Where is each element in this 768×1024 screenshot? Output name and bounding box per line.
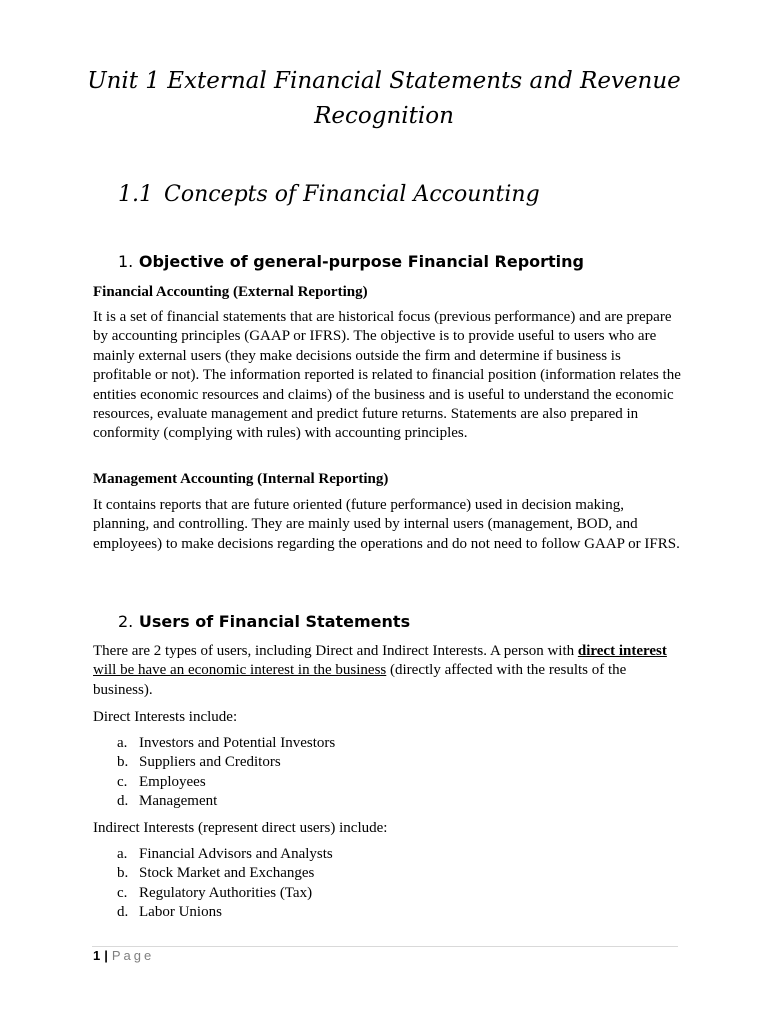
footer-divider	[92, 946, 678, 947]
paragraph-financial-accounting: It is a set of financial statements that are historical focus (previous performance) and are prepare by accounting principles (GAAP or IFRS). The objective is to provide useful to users who are mainly external users (they make decisions outside the firm and determine if business is profitable or not). The information reported is related to financial position (information relates the entities economic resources and claims) of the business and is useful to understand the economic resources, evaluate management and predict future returns. Statements are also prepared in conformity (complying with rules) with accounting principles.	[93, 309, 681, 442]
page-number: 1	[93, 948, 101, 963]
list-item-text: Regulatory Authorities (Tax)	[139, 884, 313, 901]
label-management-accounting: Management Accounting (Internal Reporting)	[93, 471, 389, 487]
section-title: Concepts of Financial Accounting	[164, 182, 540, 207]
list-item-text: Employees	[139, 773, 206, 790]
list-item-letter: a.	[117, 735, 128, 751]
heading-users-number: 2.	[118, 612, 134, 631]
list-item-text: Management	[139, 793, 218, 810]
document-title: Unit 1 External Financial Statements and Revenue Recognition	[87, 68, 681, 129]
label-financial-accounting: Financial Accounting (External Reporting)	[93, 284, 368, 300]
list-item	[117, 734, 335, 753]
list-item-letter: a.	[117, 846, 128, 862]
list-item	[117, 903, 333, 922]
footer-separator: |	[104, 948, 108, 963]
list-item-text: Investors and Potential Investors	[139, 735, 336, 751]
heading-objective-number: 1.	[118, 252, 134, 271]
direct-interest-term: direct interest	[577, 643, 667, 659]
direct-interests-list	[117, 734, 335, 812]
list-item-text: Financial Advisors and Analysts	[139, 846, 333, 862]
section-number: 1.1	[118, 182, 153, 207]
page-footer	[93, 948, 154, 964]
heading-objective	[118, 252, 584, 272]
list-item-text: Labor Unions	[139, 904, 222, 921]
heading-users-text: Users of Financial Statements	[138, 612, 411, 631]
heading-users	[118, 612, 410, 632]
indirect-interests-list	[117, 845, 333, 923]
section-heading	[118, 180, 540, 210]
direct-interest-definition: will be have an economic interest in the business	[93, 662, 387, 679]
list-item	[117, 884, 333, 903]
list-item	[117, 792, 335, 811]
paragraph-management-accounting: It contains reports that are future oriented (future performance) used in decision making, planning, and controlling. They are mainly used by internal users (management, BOD, and employees) to make decisions regarding the operations and do not need to follow GAAP or IFRS.	[93, 497, 680, 552]
list-item-letter: c.	[117, 773, 128, 790]
list-item	[117, 773, 335, 792]
list-item-text: Suppliers and Creditors	[139, 754, 281, 771]
paragraph-users	[93, 642, 681, 700]
users-text-part1: There are 2 types of users, including Direct and Indirect Interests. A person with	[93, 643, 578, 659]
list-item-letter: b.	[117, 865, 129, 882]
list-item-text: Stock Market and Exchanges	[139, 865, 315, 882]
heading-objective-text: Objective of general-purpose Financial Reporting	[138, 252, 585, 271]
page-label: Page	[111, 948, 155, 963]
list-item-letter: d.	[117, 793, 129, 810]
indirect-interests-intro: Indirect Interests (represent direct users) include:	[93, 820, 388, 836]
list-item	[117, 864, 333, 883]
list-item-letter: b.	[117, 754, 129, 771]
list-item-letter: c.	[117, 884, 128, 901]
list-item-letter: d.	[117, 904, 129, 921]
users-text-part2: (directly affected with the results of the business).	[93, 662, 627, 698]
list-item	[117, 845, 333, 864]
list-item	[117, 753, 335, 772]
direct-interests-intro: Direct Interests include:	[93, 709, 238, 725]
